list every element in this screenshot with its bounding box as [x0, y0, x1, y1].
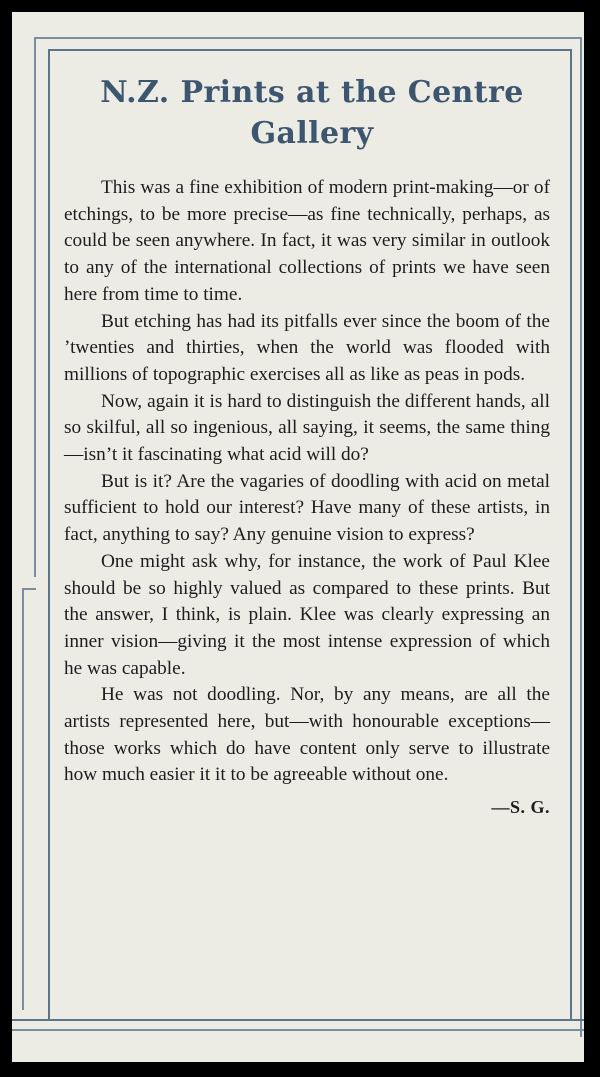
inner-border-bottom [12, 1019, 584, 1021]
article-paragraph: But is it? Are the vagaries of doodling with acid on metal sufficient to hold our interest? Have many of these artists, in fact, anything to say? Any genuine vision to express? [64, 470, 550, 546]
outer-border-right [580, 37, 582, 1037]
article-paragraph: But etching has had its pitfalls ever since the boom of the ’twenties and thirties, when the world was flooded with millions of topographic exercises all as like as peas in pods. [64, 310, 550, 385]
outer-border-left-lower [22, 590, 24, 1010]
outer-border-bottom [12, 1029, 584, 1031]
article-paragraph: He was not doodling. Nor, by any means, are all the artists represented here, but—with honourable exceptions—those works which do have content only serve to illustrate how much easier it it to be agreeable without one. [64, 684, 550, 786]
inner-border-top [48, 49, 572, 51]
article-body [64, 175, 550, 789]
outer-border-top [34, 37, 580, 39]
author-signature: —S. G. [491, 797, 550, 818]
article-paragraph: This was a fine exhibition of modern print-making—or of etchings, to be more precise—as fine technically, perhaps, as could be seen anywhere. In fact, it was very similar in outlook to any of the international collections of prints we have seen here from time to time. [64, 177, 550, 305]
article-paragraph: One might ask why, for instance, the work of Paul Klee should be so highly valued as compared to these prints. But the answer, I think, is plain. Klee was clearly expressing an inner vision—giving it the most intense expression of which he was capable. [64, 550, 550, 679]
inner-border-left [48, 49, 50, 1021]
inner-border-right [570, 49, 572, 1021]
outer-border-left [34, 37, 36, 577]
article-title: N.Z. Prints at the Centre Gallery [100, 75, 524, 151]
article [64, 72, 550, 818]
article-paragraph: Now, again it is hard to distinguish the different hands, all so skilful, all so ingenious, all saying, it seems, the same thing—isn’t it fascinating what acid will do? [64, 390, 550, 466]
border-step [22, 588, 36, 590]
